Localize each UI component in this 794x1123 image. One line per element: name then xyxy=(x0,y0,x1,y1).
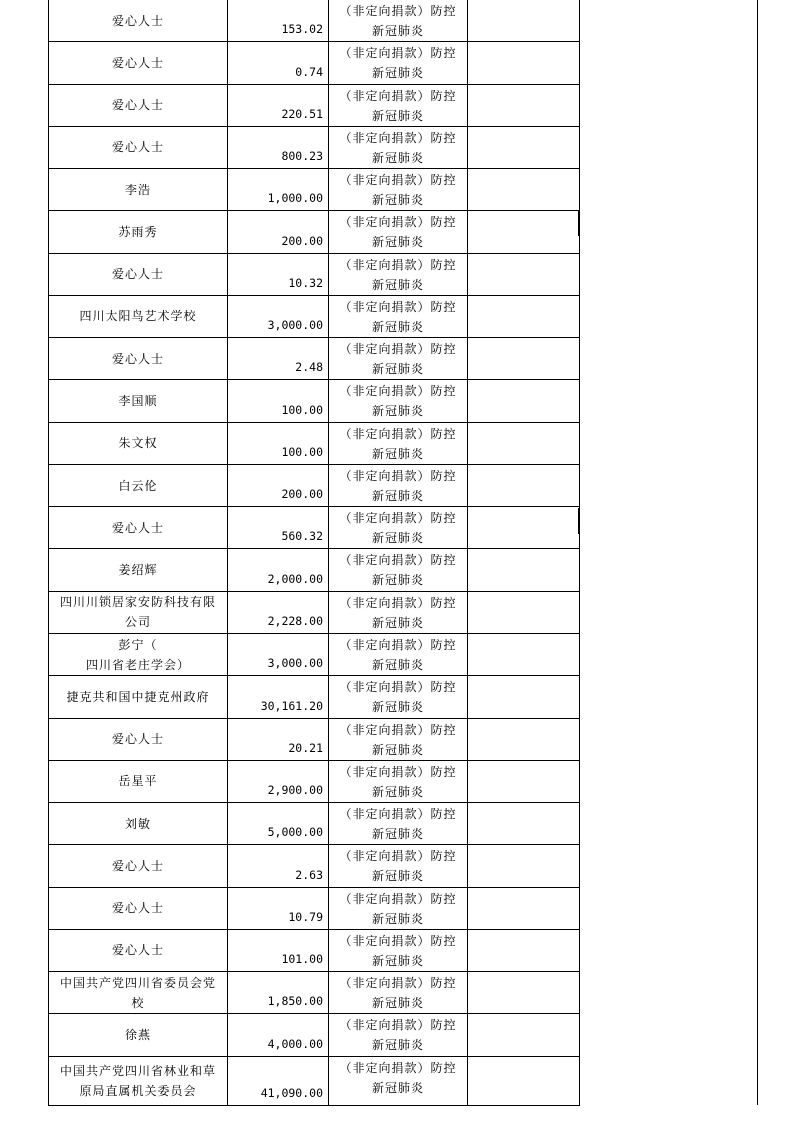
donor-name-cell xyxy=(49,42,228,83)
amount-cell xyxy=(228,1014,329,1055)
donation-amount: 153.02 xyxy=(281,22,323,37)
donor-name-cell xyxy=(49,592,228,633)
donation-amount: 2.63 xyxy=(295,867,323,882)
purpose-cell xyxy=(329,634,468,675)
donation-amount: 3,000.00 xyxy=(267,656,323,671)
purpose-cell xyxy=(329,380,468,421)
amount-cell xyxy=(228,761,329,802)
donor-name-cell xyxy=(49,296,228,337)
donor-name-cell xyxy=(49,549,228,590)
purpose-line-1: （非定向捐款）防控 xyxy=(339,933,457,948)
table-row xyxy=(49,295,579,337)
purpose-line-2: 新冠肺炎 xyxy=(371,362,424,377)
donor-name: 爱心人士 xyxy=(111,943,164,958)
purpose-line-1: （非定向捐款）防控 xyxy=(339,511,457,526)
purpose-cell xyxy=(329,888,468,929)
purpose-line-2: 新冠肺炎 xyxy=(371,488,424,503)
donation-amount: 41,090.00 xyxy=(260,1085,323,1100)
empty-cell xyxy=(468,592,579,633)
donor-name: 李国顺 xyxy=(118,394,158,409)
purpose-line-2: 新冠肺炎 xyxy=(371,911,424,926)
purpose-cell xyxy=(329,423,468,464)
purpose-cell xyxy=(329,676,468,717)
purpose-line-2: 新冠肺炎 xyxy=(371,404,424,419)
empty-cell xyxy=(468,930,579,971)
donor-name-cell xyxy=(49,254,228,295)
donor-name-cell xyxy=(49,169,228,210)
donor-name-cell xyxy=(49,0,228,41)
table-row xyxy=(49,253,579,295)
donor-name: 爱心人士 xyxy=(111,351,164,366)
purpose-line-2: 新冠肺炎 xyxy=(371,150,424,165)
empty-cell xyxy=(468,42,579,83)
empty-cell xyxy=(468,423,579,464)
table-row xyxy=(49,84,579,126)
donor-name: 四川川锁居家安防科技有限 公司 xyxy=(59,595,216,630)
purpose-line-1: （非定向捐款）防控 xyxy=(339,1018,457,1033)
purpose-cell xyxy=(329,211,468,252)
purpose-line-1: （非定向捐款）防控 xyxy=(339,595,457,610)
table-row xyxy=(49,41,579,83)
donor-name: 爱心人士 xyxy=(111,98,164,113)
donor-name-cell xyxy=(49,676,228,717)
amount-cell xyxy=(228,465,329,506)
donor-name: 爱心人士 xyxy=(111,55,164,70)
empty-cell xyxy=(468,169,579,210)
amount-cell xyxy=(228,676,329,717)
donor-name-cell xyxy=(49,1057,228,1105)
table-row xyxy=(49,887,579,929)
purpose-line-1: （非定向捐款）防控 xyxy=(339,257,457,272)
donor-name: 中国共产党四川省林业和草 原局直属机关委员会 xyxy=(59,1063,216,1098)
purpose-line-2: 新冠肺炎 xyxy=(371,1038,424,1053)
empty-cell xyxy=(468,380,579,421)
table-row xyxy=(49,718,579,760)
purpose-line-1: （非定向捐款）防控 xyxy=(339,46,457,61)
purpose-line-1: （非定向捐款）防控 xyxy=(339,722,457,737)
purpose-line-1: （非定向捐款）防控 xyxy=(339,764,457,779)
amount-cell xyxy=(228,296,329,337)
purpose-line-1: （非定向捐款）防控 xyxy=(339,849,457,864)
donor-name: 姜绍辉 xyxy=(118,563,158,578)
purpose-line-2: 新冠肺炎 xyxy=(371,657,424,672)
amount-cell xyxy=(228,719,329,760)
table-row xyxy=(49,971,579,1013)
donor-name: 爱心人士 xyxy=(111,858,164,873)
amount-cell xyxy=(228,423,329,464)
empty-cell xyxy=(468,676,579,717)
table-row xyxy=(49,548,579,590)
empty-cell xyxy=(468,845,579,886)
purpose-line-1: （非定向捐款）防控 xyxy=(339,680,457,695)
donor-name-cell xyxy=(49,888,228,929)
purpose-cell xyxy=(329,465,468,506)
table-row xyxy=(49,802,579,844)
purpose-cell xyxy=(329,254,468,295)
amount-cell xyxy=(228,845,329,886)
empty-cell xyxy=(468,254,579,295)
donor-name: 爱心人士 xyxy=(111,520,164,535)
donation-amount: 100.00 xyxy=(281,444,323,459)
amount-cell xyxy=(228,380,329,421)
donation-amount: 3,000.00 xyxy=(267,318,323,333)
table-row xyxy=(49,929,579,971)
table-row xyxy=(49,1056,579,1105)
donation-amount: 100.00 xyxy=(281,402,323,417)
donation-amount: 10.32 xyxy=(288,275,323,290)
empty-cell xyxy=(468,338,579,379)
empty-cell xyxy=(468,719,579,760)
amount-cell xyxy=(228,42,329,83)
donor-name: 朱文权 xyxy=(118,436,158,451)
amount-cell xyxy=(228,1057,329,1105)
purpose-cell xyxy=(329,338,468,379)
purpose-cell xyxy=(329,296,468,337)
amount-cell xyxy=(228,211,329,252)
empty-cell xyxy=(468,761,579,802)
purpose-cell xyxy=(329,592,468,633)
donor-name-cell xyxy=(49,972,228,1013)
purpose-line-2: 新冠肺炎 xyxy=(371,953,424,968)
purpose-line-1: （非定向捐款）防控 xyxy=(339,130,457,145)
purpose-line-1: （非定向捐款）防控 xyxy=(339,4,457,18)
purpose-cell xyxy=(329,127,468,168)
purpose-line-2: 新冠肺炎 xyxy=(371,742,424,757)
donation-amount: 1,000.00 xyxy=(267,191,323,206)
donation-amount: 2,000.00 xyxy=(267,571,323,586)
donation-amount: 2,900.00 xyxy=(267,783,323,798)
purpose-cell xyxy=(329,1057,468,1105)
table-edge-mark xyxy=(578,508,579,534)
amount-cell xyxy=(228,888,329,929)
amount-cell xyxy=(228,972,329,1013)
donor-name-cell xyxy=(49,211,228,252)
donation-amount: 5,000.00 xyxy=(267,825,323,840)
table-row xyxy=(49,633,579,675)
purpose-line-2: 新冠肺炎 xyxy=(371,108,424,123)
purpose-line-2: 新冠肺炎 xyxy=(371,446,424,461)
purpose-line-1: （非定向捐款）防控 xyxy=(339,976,457,991)
amount-cell xyxy=(228,507,329,548)
empty-cell xyxy=(468,85,579,126)
table-row xyxy=(49,422,579,464)
amount-cell xyxy=(228,803,329,844)
donor-name: 爱心人士 xyxy=(111,901,164,916)
purpose-line-1: （非定向捐款）防控 xyxy=(339,384,457,399)
purpose-cell xyxy=(329,42,468,83)
donor-name-cell xyxy=(49,507,228,548)
empty-cell xyxy=(468,507,579,548)
purpose-line-2: 新冠肺炎 xyxy=(371,66,424,81)
donor-name: 白云伦 xyxy=(118,478,158,493)
purpose-cell xyxy=(329,0,468,41)
purpose-line-1: （非定向捐款）防控 xyxy=(339,88,457,103)
donor-name-cell xyxy=(49,380,228,421)
empty-cell xyxy=(468,296,579,337)
donation-amount: 200.00 xyxy=(281,487,323,502)
donor-name: 爱心人士 xyxy=(111,267,164,282)
donor-name-cell xyxy=(49,423,228,464)
amount-cell xyxy=(228,169,329,210)
donor-name-cell xyxy=(49,338,228,379)
empty-cell xyxy=(468,972,579,1013)
purpose-cell xyxy=(329,549,468,590)
empty-cell xyxy=(468,0,579,41)
purpose-cell xyxy=(329,169,468,210)
purpose-line-2: 新冠肺炎 xyxy=(371,319,424,334)
purpose-line-2: 新冠肺炎 xyxy=(371,1080,424,1095)
donor-name-cell xyxy=(49,719,228,760)
table-row xyxy=(49,591,579,633)
donor-name: 彭宁（ 四川省老庄学会） xyxy=(85,637,190,672)
table-row xyxy=(49,379,579,421)
empty-cell xyxy=(468,465,579,506)
donor-name-cell xyxy=(49,127,228,168)
table-row xyxy=(49,506,579,548)
donor-name-cell xyxy=(49,845,228,886)
donor-name-cell xyxy=(49,761,228,802)
empty-cell xyxy=(468,1057,579,1105)
donor-name: 徐燕 xyxy=(124,1028,151,1042)
purpose-line-1: （非定向捐款）防控 xyxy=(339,637,457,652)
table-row xyxy=(49,0,579,41)
donor-name-cell xyxy=(49,1014,228,1055)
donor-name-cell xyxy=(49,85,228,126)
table-edge-mark xyxy=(578,210,579,236)
table-row xyxy=(49,760,579,802)
table-row xyxy=(49,126,579,168)
table-row xyxy=(49,337,579,379)
donation-amount: 0.74 xyxy=(295,64,323,79)
purpose-cell xyxy=(329,85,468,126)
table-row xyxy=(49,464,579,506)
purpose-cell xyxy=(329,1014,468,1055)
purpose-cell xyxy=(329,719,468,760)
purpose-line-2: 新冠肺炎 xyxy=(371,827,424,842)
amount-cell xyxy=(228,0,329,41)
donor-name: 四川太阳鸟艺术学校 xyxy=(79,309,197,324)
purpose-line-1: （非定向捐款）防控 xyxy=(339,299,457,314)
donor-name: 岳星平 xyxy=(118,774,158,789)
donor-name: 刘敏 xyxy=(124,816,151,831)
donation-amount: 200.00 xyxy=(281,233,323,248)
purpose-line-1: （非定向捐款）防控 xyxy=(339,807,457,822)
donor-name: 中国共产党四川省委员会党 校 xyxy=(59,975,216,1010)
purpose-line-1: （非定向捐款）防控 xyxy=(339,891,457,906)
donation-amount: 20.21 xyxy=(288,740,323,755)
donation-amount: 4,000.00 xyxy=(267,1036,323,1051)
amount-cell xyxy=(228,127,329,168)
donor-name-cell xyxy=(49,930,228,971)
purpose-line-1: （非定向捐款）防控 xyxy=(339,426,457,441)
table-row xyxy=(49,844,579,886)
purpose-line-1: （非定向捐款）防控 xyxy=(339,342,457,357)
donation-amount: 101.00 xyxy=(281,952,323,967)
donor-name: 捷克共和国中捷克州政府 xyxy=(66,689,210,704)
amount-cell xyxy=(228,634,329,675)
donation-amount: 2.48 xyxy=(295,360,323,375)
donor-name: 爱心人士 xyxy=(111,732,164,747)
donation-amount: 2,228.00 xyxy=(267,613,323,628)
donation-amount: 560.32 xyxy=(281,529,323,544)
purpose-cell xyxy=(329,803,468,844)
purpose-line-1: （非定向捐款）防控 xyxy=(339,468,457,483)
page-right-border xyxy=(757,0,758,1105)
donor-name: 苏雨秀 xyxy=(118,224,158,239)
purpose-line-2: 新冠肺炎 xyxy=(371,996,424,1011)
purpose-line-2: 新冠肺炎 xyxy=(371,235,424,250)
purpose-line-2: 新冠肺炎 xyxy=(371,700,424,715)
empty-cell xyxy=(468,1014,579,1055)
donation-amount: 10.79 xyxy=(288,909,323,924)
donation-table xyxy=(48,0,580,1106)
purpose-line-2: 新冠肺炎 xyxy=(371,573,424,588)
empty-cell xyxy=(468,803,579,844)
table-row xyxy=(49,675,579,717)
purpose-cell xyxy=(329,507,468,548)
purpose-line-1: （非定向捐款）防控 xyxy=(339,1060,457,1075)
donation-amount: 30,161.20 xyxy=(260,698,323,713)
purpose-line-2: 新冠肺炎 xyxy=(371,531,424,546)
donation-amount: 1,850.00 xyxy=(267,994,323,1009)
amount-cell xyxy=(228,592,329,633)
empty-cell xyxy=(468,634,579,675)
purpose-line-2: 新冠肺炎 xyxy=(371,784,424,799)
table-row xyxy=(49,168,579,210)
purpose-line-1: （非定向捐款）防控 xyxy=(339,553,457,568)
amount-cell xyxy=(228,254,329,295)
purpose-cell xyxy=(329,845,468,886)
empty-cell xyxy=(468,127,579,168)
purpose-cell xyxy=(329,930,468,971)
table-row xyxy=(49,1013,579,1055)
purpose-line-2: 新冠肺炎 xyxy=(371,615,424,630)
donor-name: 爱心人士 xyxy=(111,13,164,28)
table-row xyxy=(49,210,579,252)
donor-name: 李浩 xyxy=(124,182,151,197)
donor-name-cell xyxy=(49,465,228,506)
empty-cell xyxy=(468,211,579,252)
donation-amount: 220.51 xyxy=(281,106,323,121)
amount-cell xyxy=(228,85,329,126)
purpose-cell xyxy=(329,972,468,1013)
purpose-line-2: 新冠肺炎 xyxy=(371,193,424,208)
amount-cell xyxy=(228,930,329,971)
purpose-line-1: （非定向捐款）防控 xyxy=(339,173,457,188)
donor-name: 爱心人士 xyxy=(111,140,164,155)
purpose-cell xyxy=(329,761,468,802)
empty-cell xyxy=(468,549,579,590)
purpose-line-1: （非定向捐款）防控 xyxy=(339,215,457,230)
amount-cell xyxy=(228,549,329,590)
amount-cell xyxy=(228,338,329,379)
donor-name-cell xyxy=(49,803,228,844)
donor-name-cell xyxy=(49,634,228,675)
empty-cell xyxy=(468,888,579,929)
purpose-line-2: 新冠肺炎 xyxy=(371,277,424,292)
purpose-line-2: 新冠肺炎 xyxy=(371,24,424,38)
donation-amount: 800.23 xyxy=(281,149,323,164)
purpose-line-2: 新冠肺炎 xyxy=(371,869,424,884)
